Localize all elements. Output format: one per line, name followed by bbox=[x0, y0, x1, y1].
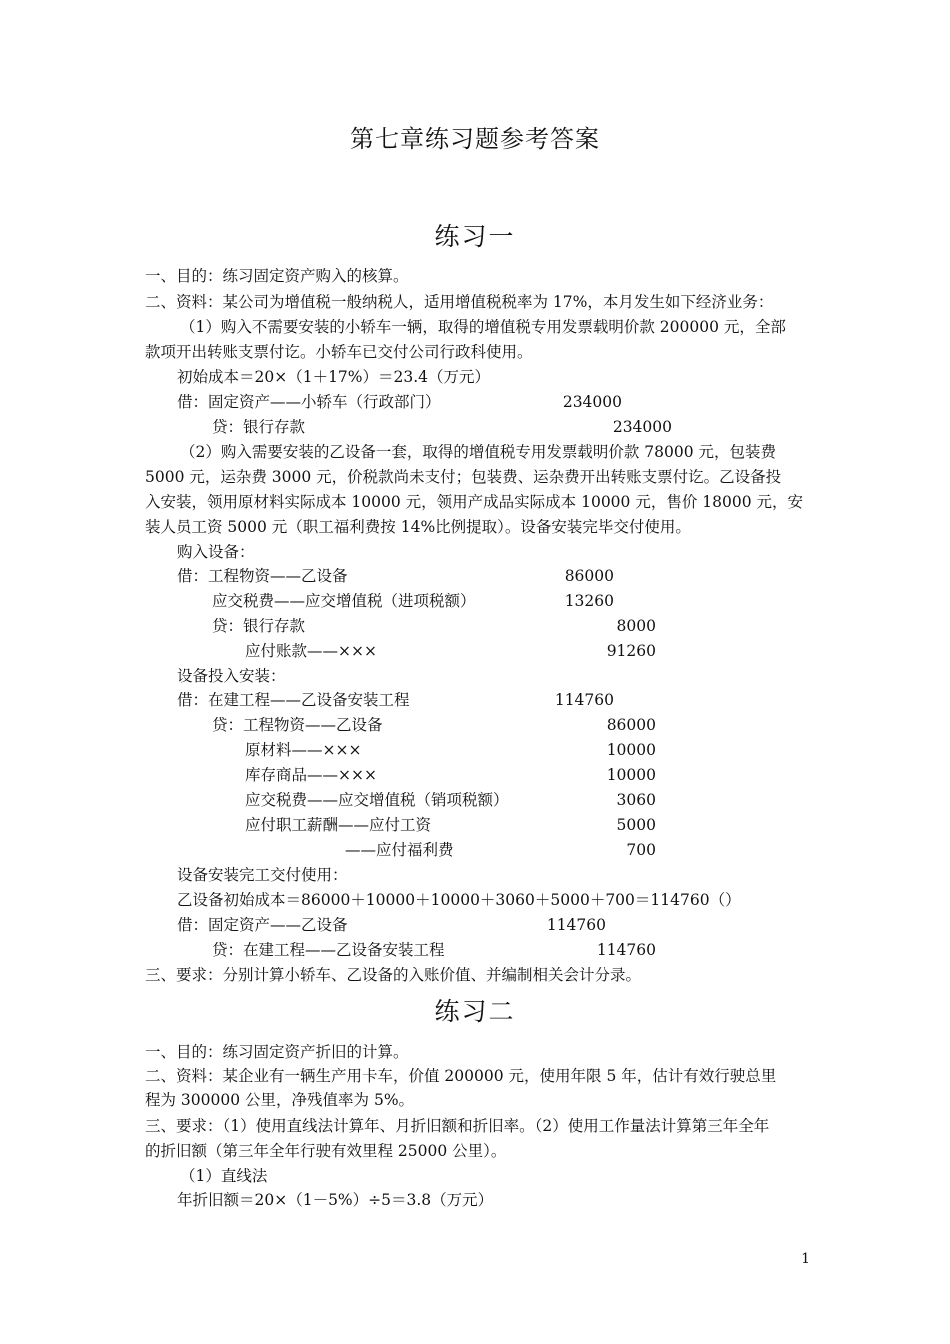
entry3-credit-1: 贷：工程物资——乙设备 bbox=[212, 716, 383, 734]
entry1-credit: 贷：银行存款 bbox=[212, 418, 306, 436]
entry2-debit-2: 应交税费——应交增值税（进项税额） bbox=[212, 592, 476, 610]
ex2-purpose: 一、目的：练习固定资产折旧的计算。 bbox=[145, 1043, 409, 1061]
entry3-credit-4: 应交税费——应交增值税（销项税额） bbox=[245, 791, 509, 809]
section-installation: 设备投入安装： bbox=[177, 667, 286, 685]
ex1-requirement: 三、要求：分别计算小轿车、乙设备的入账价值、并编制相关会计分录。 bbox=[145, 966, 642, 984]
entry3-credit-5: 应付职工薪酬——应付工资 bbox=[245, 816, 432, 834]
entry2-debit-1: 借：工程物资——乙设备 bbox=[177, 567, 348, 585]
page-title: 第七章练习题参考答案 bbox=[350, 125, 600, 153]
ex2-material: 二、资料：某企业有一辆生产用卡车，价值 200000 元，使用年限 5 年，估计有效行驶总里 bbox=[145, 1067, 777, 1085]
entry2-credit-1: 贷：银行存款 bbox=[212, 617, 306, 635]
entry1-debit-amount: 234000 bbox=[562, 393, 622, 411]
entry1-credit-amount: 234000 bbox=[612, 418, 672, 436]
equipment-cost-calc: 乙设备初始成本＝86000＋10000＋10000＋3060＋5000＋700＝114760（） bbox=[177, 891, 741, 909]
entry4-credit-amount: 114760 bbox=[596, 941, 656, 959]
ex1-item2-text: （2）购入需要安装的乙设备一套，取得的增值税专用发票载明价款 78000 元，包装费 bbox=[180, 443, 777, 461]
entry3-credit-1-amount: 86000 bbox=[606, 716, 656, 734]
ex2-material-cont: 程为 300000 公里，净残值率为 5%。 bbox=[145, 1091, 415, 1109]
entry3-credit-5-amount: 5000 bbox=[616, 816, 656, 834]
ex1-item2-text-4: 装人员工资 5000 元（职工福利费按 14%比例提取）。设备安装完毕交付使用。 bbox=[145, 518, 691, 536]
ex1-purpose: 一、目的：练习固定资产购入的核算。 bbox=[145, 267, 409, 285]
ex2-requirement: 三、要求：（1）使用直线法计算年、月折旧额和折旧率。（2）使用工作量法计算第三年全年 bbox=[145, 1117, 770, 1135]
section-completion: 设备安装完工交付使用： bbox=[177, 866, 348, 884]
ex2-straight-line-heading: （1）直线法 bbox=[180, 1167, 268, 1185]
ex1-item2-text-3: 入安装，领用原材料实际成本 10000 元，领用产成品实际成本 10000 元，售价 18000 元，安 bbox=[145, 493, 803, 511]
entry3-credit-4-amount: 3060 bbox=[616, 791, 656, 809]
ex1-item1-text-cont: 款项开出转账支票付讫。小轿车已交付公司行政科使用。 bbox=[145, 343, 533, 361]
entry4-debit-amount: 114760 bbox=[546, 916, 606, 934]
entry2-credit-2-amount: 91260 bbox=[606, 642, 656, 660]
ex1-item2-text-2: 5000 元，运杂费 3000 元，价税款尚未支付；包装费、运杂费开出转账支票付讫。乙设备投 bbox=[145, 468, 782, 486]
entry3-debit-amount: 114760 bbox=[554, 691, 614, 709]
ex1-item1-text: （1）购入不需要安装的小轿车一辆，取得的增值税专用发票载明价款 200000 元，全部 bbox=[180, 318, 786, 336]
entry4-debit: 借：固定资产——乙设备 bbox=[177, 916, 348, 934]
exercise-1-heading: 练习一 bbox=[434, 222, 516, 251]
entry2-credit-1-amount: 8000 bbox=[616, 617, 656, 635]
section-purchase: 购入设备： bbox=[177, 543, 255, 561]
entry3-credit-2-amount: 10000 bbox=[606, 741, 656, 759]
entry3-credit-2: 原材料——××× bbox=[245, 741, 362, 759]
page-number: 1 bbox=[801, 1251, 810, 1267]
entry3-debit: 借：在建工程——乙设备安装工程 bbox=[177, 691, 410, 709]
ex1-initial-cost: 初始成本＝20×（1＋17%）＝23.4（万元） bbox=[177, 368, 491, 386]
entry2-credit-2: 应付账款——××× bbox=[245, 642, 377, 660]
entry3-credit-6-amount: 700 bbox=[626, 841, 656, 859]
ex1-material: 二、资料：某公司为增值税一般纳税人，适用增值税税率为 17%，本月发生如下经济业务： bbox=[145, 293, 774, 311]
exercise-2-heading: 练习二 bbox=[434, 997, 516, 1026]
entry3-credit-3: 库存商品——××× bbox=[245, 766, 377, 784]
entry2-debit-2-amount: 13260 bbox=[564, 592, 614, 610]
entry2-debit-1-amount: 86000 bbox=[564, 567, 614, 585]
ex2-requirement-cont: 的折旧额（第三年全年行驶有效里程 25000 公里）。 bbox=[145, 1142, 507, 1160]
entry3-credit-6: ——应付福利费 bbox=[345, 841, 454, 859]
entry4-credit: 贷：在建工程——乙设备安装工程 bbox=[212, 941, 445, 959]
entry3-credit-3-amount: 10000 bbox=[606, 766, 656, 784]
ex2-annual-depreciation: 年折旧额＝20×（1－5%）÷5＝3.8（万元） bbox=[177, 1191, 494, 1209]
entry1-debit: 借：固定资产——小轿车（行政部门） bbox=[177, 393, 441, 411]
